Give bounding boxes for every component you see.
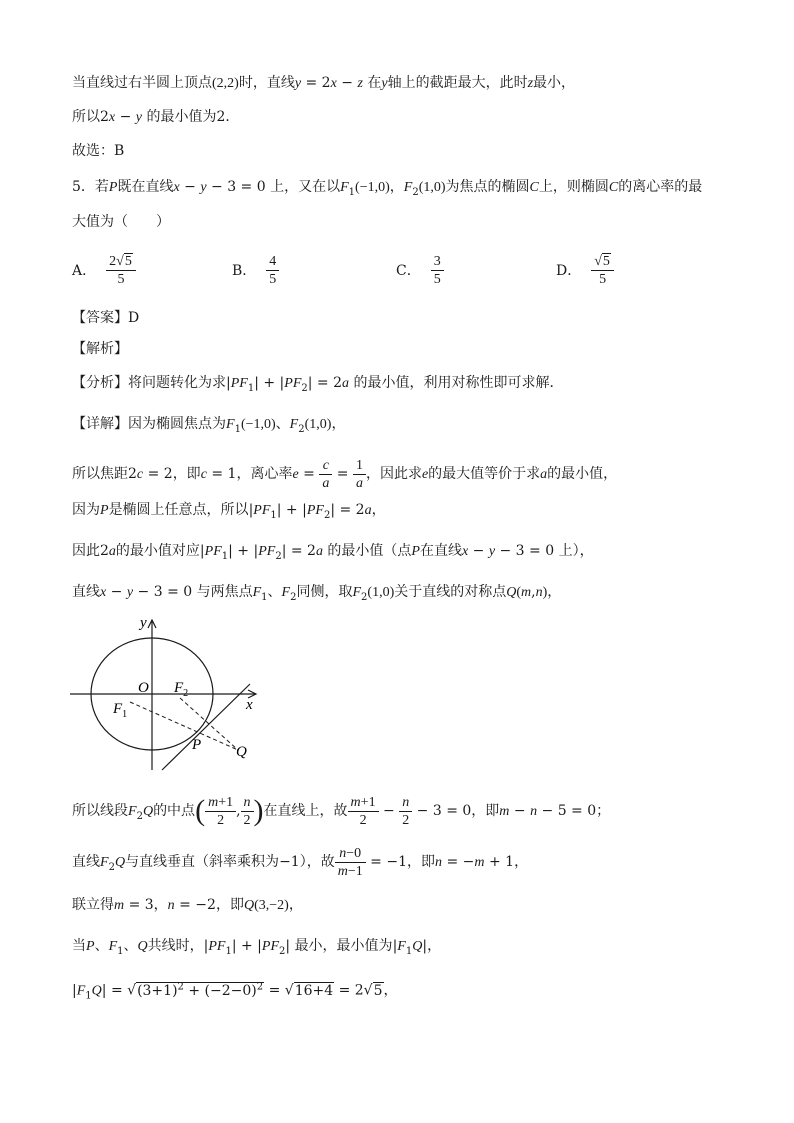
detail-line-2: 所以焦距2c = 2，即c = 1，离心率e = $\frac{c}{a}$ = $\frac{1}{a}$ ，因此求e的最大值等价于求a的最小值， — [72, 457, 618, 491]
detail-line-7: 直线$F_2Q$与直线垂直（斜率乘积为−1），故 $\frac{n-0}{m-1}$ = −1，即n = −m + 1， — [72, 845, 529, 879]
ellipse-figure — [60, 608, 280, 778]
question-5-line-1: 5．若P既在直线x − y − 3 = 0 上，又在以$F_1(-1,0)$，$F_2(1,0)$为焦点的椭圆C上，则椭圆C的离心率的最 — [72, 179, 703, 198]
analysis-text: 【分析】将问题转化为求$|PF_1| + |PF_2| = 2a$ 的最小值，利用对称性即可求解． — [72, 375, 564, 394]
label-q: Q — [236, 744, 247, 760]
detail-line-6: 所以线段$F_2Q$的中点( $\frac{m+1}{2}$ , $\frac{n}{2}$ )在直线上，故 $\frac{m+1}{2}$ − $\frac{n}{2}$ − 3 = 0，即m − n − 5 = 0； — [72, 794, 611, 828]
question-5-line-2: 大值为（ ） — [72, 214, 170, 230]
detail-line-8: 联立得m = 3，n = −2，即Q(3,−2)， — [72, 897, 303, 913]
detail-line-9: 当P、$F_1$、Q共线时，$|PF_1| + |PF_2|$ 最小，最小值为$|F_1Q|$， — [72, 938, 442, 957]
option-a: A． $\frac{2√5}{5}$ — [72, 252, 136, 288]
label-f2: $F_2$ — [174, 680, 189, 699]
detail-line-1: 【详解】因为椭圆焦点为$F_1(-1,0)$、$F_2(1,0)$， — [72, 416, 346, 435]
answer-label: 【答案】D — [72, 310, 140, 326]
segment-f2-q — [180, 698, 238, 750]
detail-line-10: $|F_1Q| = √(3+1)^2 + (-2-0)^2 = √16+4 = 2√5$， — [72, 981, 398, 1002]
label-o: O — [138, 680, 149, 696]
label-f1: $F_1$ — [113, 701, 128, 720]
label-p: P — [192, 737, 202, 753]
label-x: x — [246, 697, 253, 713]
segment-f1-q — [130, 702, 238, 750]
detail-line-5: 直线x − y − 3 = 0 与两焦点$F_1$、$F_2$同侧，取$F_2(1,0)$关于直线的对称点Q(m,n)， — [72, 584, 562, 603]
detail-line-3: 因为P是椭圆上任意点，所以$|PF_1| + |PF_2| = 2a$， — [72, 502, 386, 521]
detail-line-4: 因此2a的最小值对应$|PF_1| + |PF_2| = 2a$ 的最小值（点P在直线x − y − 3 = 0 上）， — [72, 543, 594, 562]
option-c: C． $\frac{3}{5}$ — [396, 252, 444, 288]
analysis-label: 【解析】 — [72, 341, 128, 357]
option-b: B． $\frac{4}{5}$ — [232, 252, 279, 288]
answer-line-prev: 故选：B — [72, 143, 125, 159]
text-line-1: 当直线过右半圆上顶点(2,2)时，直线y = 2x − z 在y轴上的截距最大，此时z最小， — [72, 75, 576, 91]
option-d: D． $\frac{√5}{5}$ — [556, 252, 614, 288]
label-y: y — [140, 615, 147, 631]
text-line-2: 所以2x − y 的最小值为2． — [72, 109, 240, 125]
